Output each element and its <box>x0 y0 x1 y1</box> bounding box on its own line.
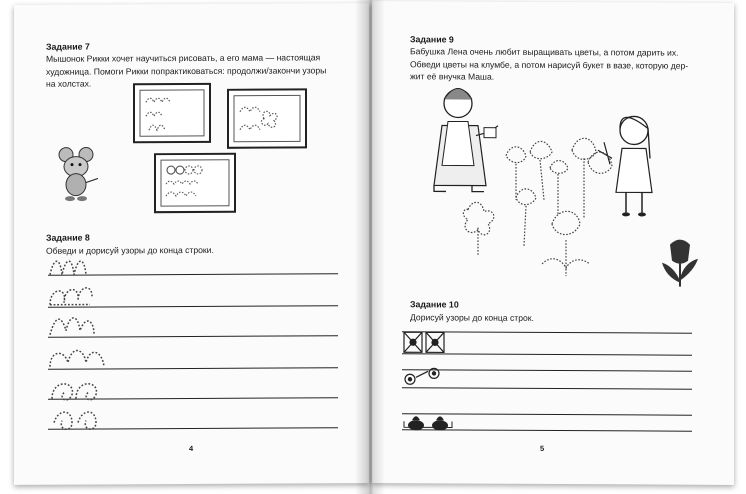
left-page <box>14 3 369 485</box>
right-page <box>372 1 734 485</box>
task7-text-line3: на холстах. <box>46 78 92 89</box>
page-number-right: 5 <box>540 443 545 453</box>
task9-text-line1: Бабушка Лена очень любит выращивать цветы, а потом дарить их. <box>410 46 679 58</box>
page-number-left: 4 <box>189 443 194 454</box>
task9-text-line2: Обведи цветы на клумбе, а потом нарисуй букет в вазе, которую дер- <box>410 58 689 71</box>
task9-text-line3: жит её внучка Маша. <box>410 71 495 82</box>
diamond-pattern <box>404 332 444 352</box>
task8-text: Обведи и дорисуй узоры до конца строки. <box>46 244 214 256</box>
task7-text-line2: художница. Помоги Рикки попрактиковаться: продолжи/закончи узоры <box>46 64 327 77</box>
task10-title: Задание 10 <box>410 299 459 310</box>
task8-title: Задание 8 <box>46 232 90 243</box>
task9-title: Задание 9 <box>410 34 454 45</box>
task8-patterns <box>14 3 369 485</box>
circle-arrow-pattern <box>405 368 439 384</box>
task7-text-line1: Мышонок Рикки хочет научиться рисовать, а его мама — настоящая <box>46 52 321 64</box>
task10-text: Дорисуй узоры до конца строк. <box>410 312 534 323</box>
task10-patterns <box>372 1 734 485</box>
drop-bulb-pattern <box>404 416 452 430</box>
task7-title: Задание 7 <box>46 41 90 52</box>
